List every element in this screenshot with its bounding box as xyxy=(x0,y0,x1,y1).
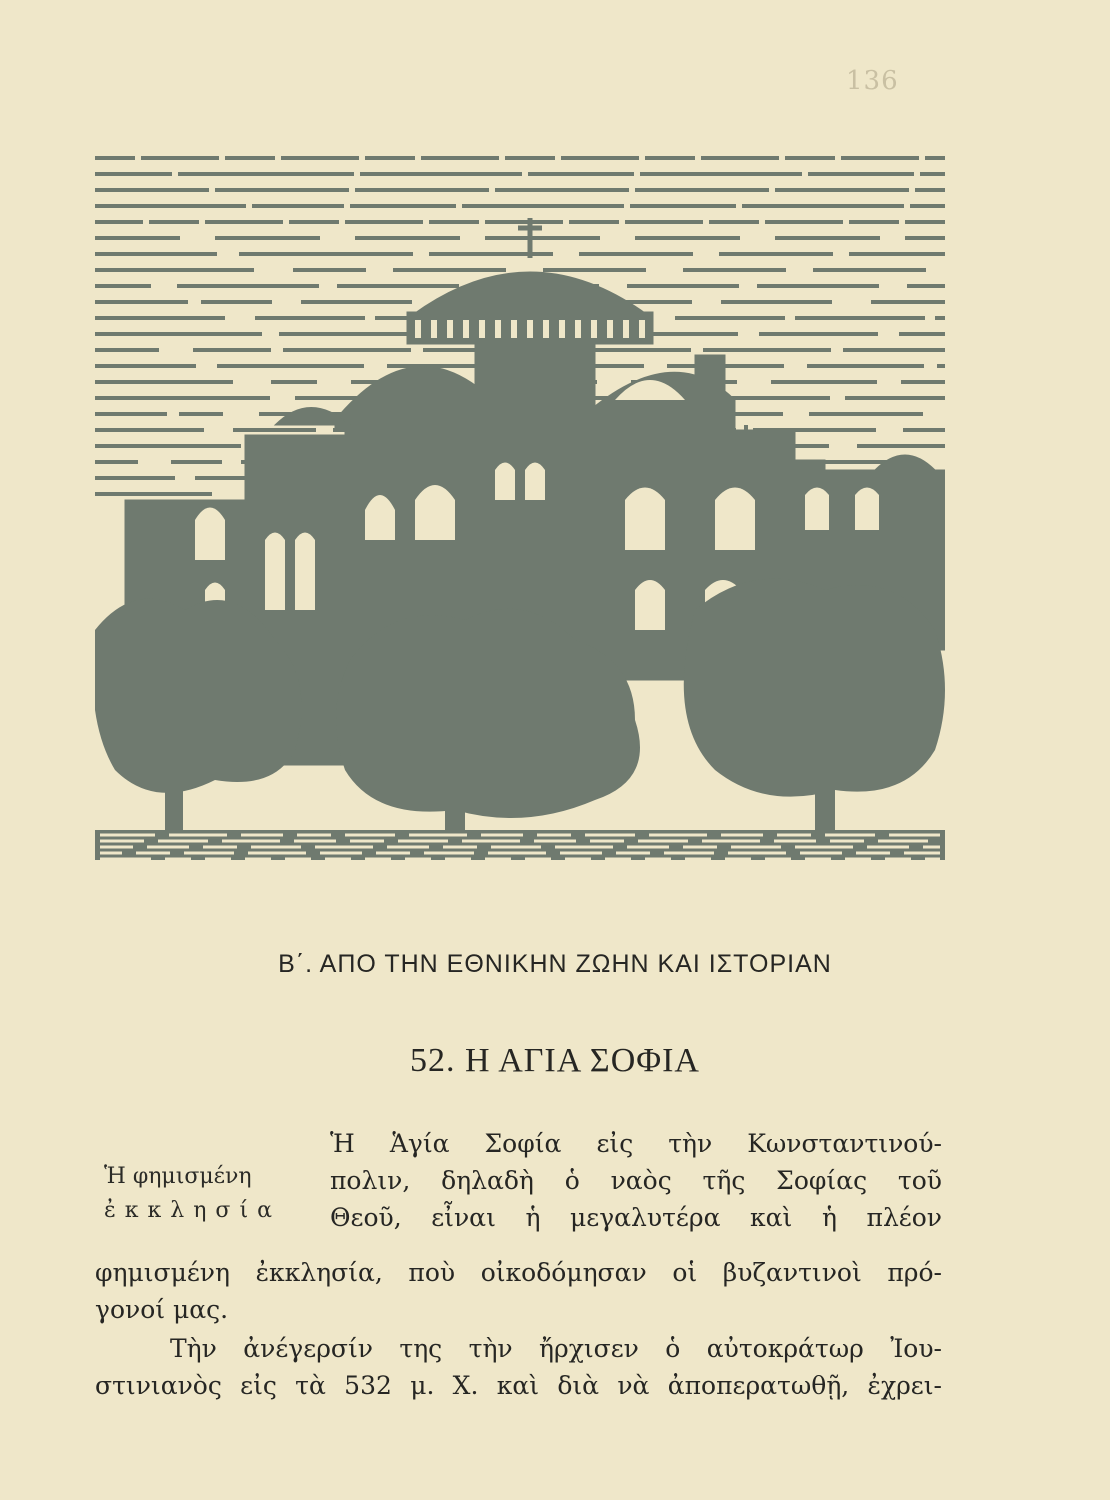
text-line: φημισμένη ἐκκλησία, ποὺ οἰκοδόμησαν οἱ βυζαντινοὶ πρό- xyxy=(95,1258,942,1287)
text-line: Τὴν ἀνέγερσίν της τὴν ἤρχισεν ὁ αὐτοκράτωρ Ἰου- xyxy=(170,1334,942,1363)
text-line: στινιανὸς εἰς τὰ 532 μ. Χ. καὶ διὰ νὰ ἀποπερατωθῇ, ἐχρει- xyxy=(95,1371,942,1400)
chapter-title: 52. Η ΑΓΙΑ ΣΟΦΙΑ xyxy=(410,1042,700,1079)
paragraph-1-indented xyxy=(330,1125,942,1236)
section-heading: Β΄. ΑΠΟ ΤΗΝ ΕΘΝΙΚΗΝ ΖΩΗΝ ΚΑΙ ΙΣΤΟΡΙΑΝ xyxy=(278,950,832,978)
page-number: 136 xyxy=(846,66,899,96)
paragraph-1-full xyxy=(95,1254,942,1328)
paragraph-2 xyxy=(95,1330,942,1404)
margin-note-line: ἐκκλησία xyxy=(104,1198,281,1223)
margin-note xyxy=(104,1160,304,1228)
text-line: πολιν, δηλαδὴ ὁ ναὸς τῆς Σοφίας τοῦ xyxy=(330,1166,942,1195)
text-line: Θεοῦ, εἶναι ἡ μεγαλυτέρα καὶ ἡ πλέον xyxy=(330,1203,942,1232)
hagia-sophia-woodcut xyxy=(95,140,945,860)
text-line: γονοί μας. xyxy=(95,1295,229,1324)
margin-note-line: Ἡ φημισμένη xyxy=(104,1164,252,1189)
text-line: Ἡ Ἁγία Σοφία εἰς τὴν Κωνσταντινού- xyxy=(330,1129,942,1158)
right-tree xyxy=(684,579,945,797)
